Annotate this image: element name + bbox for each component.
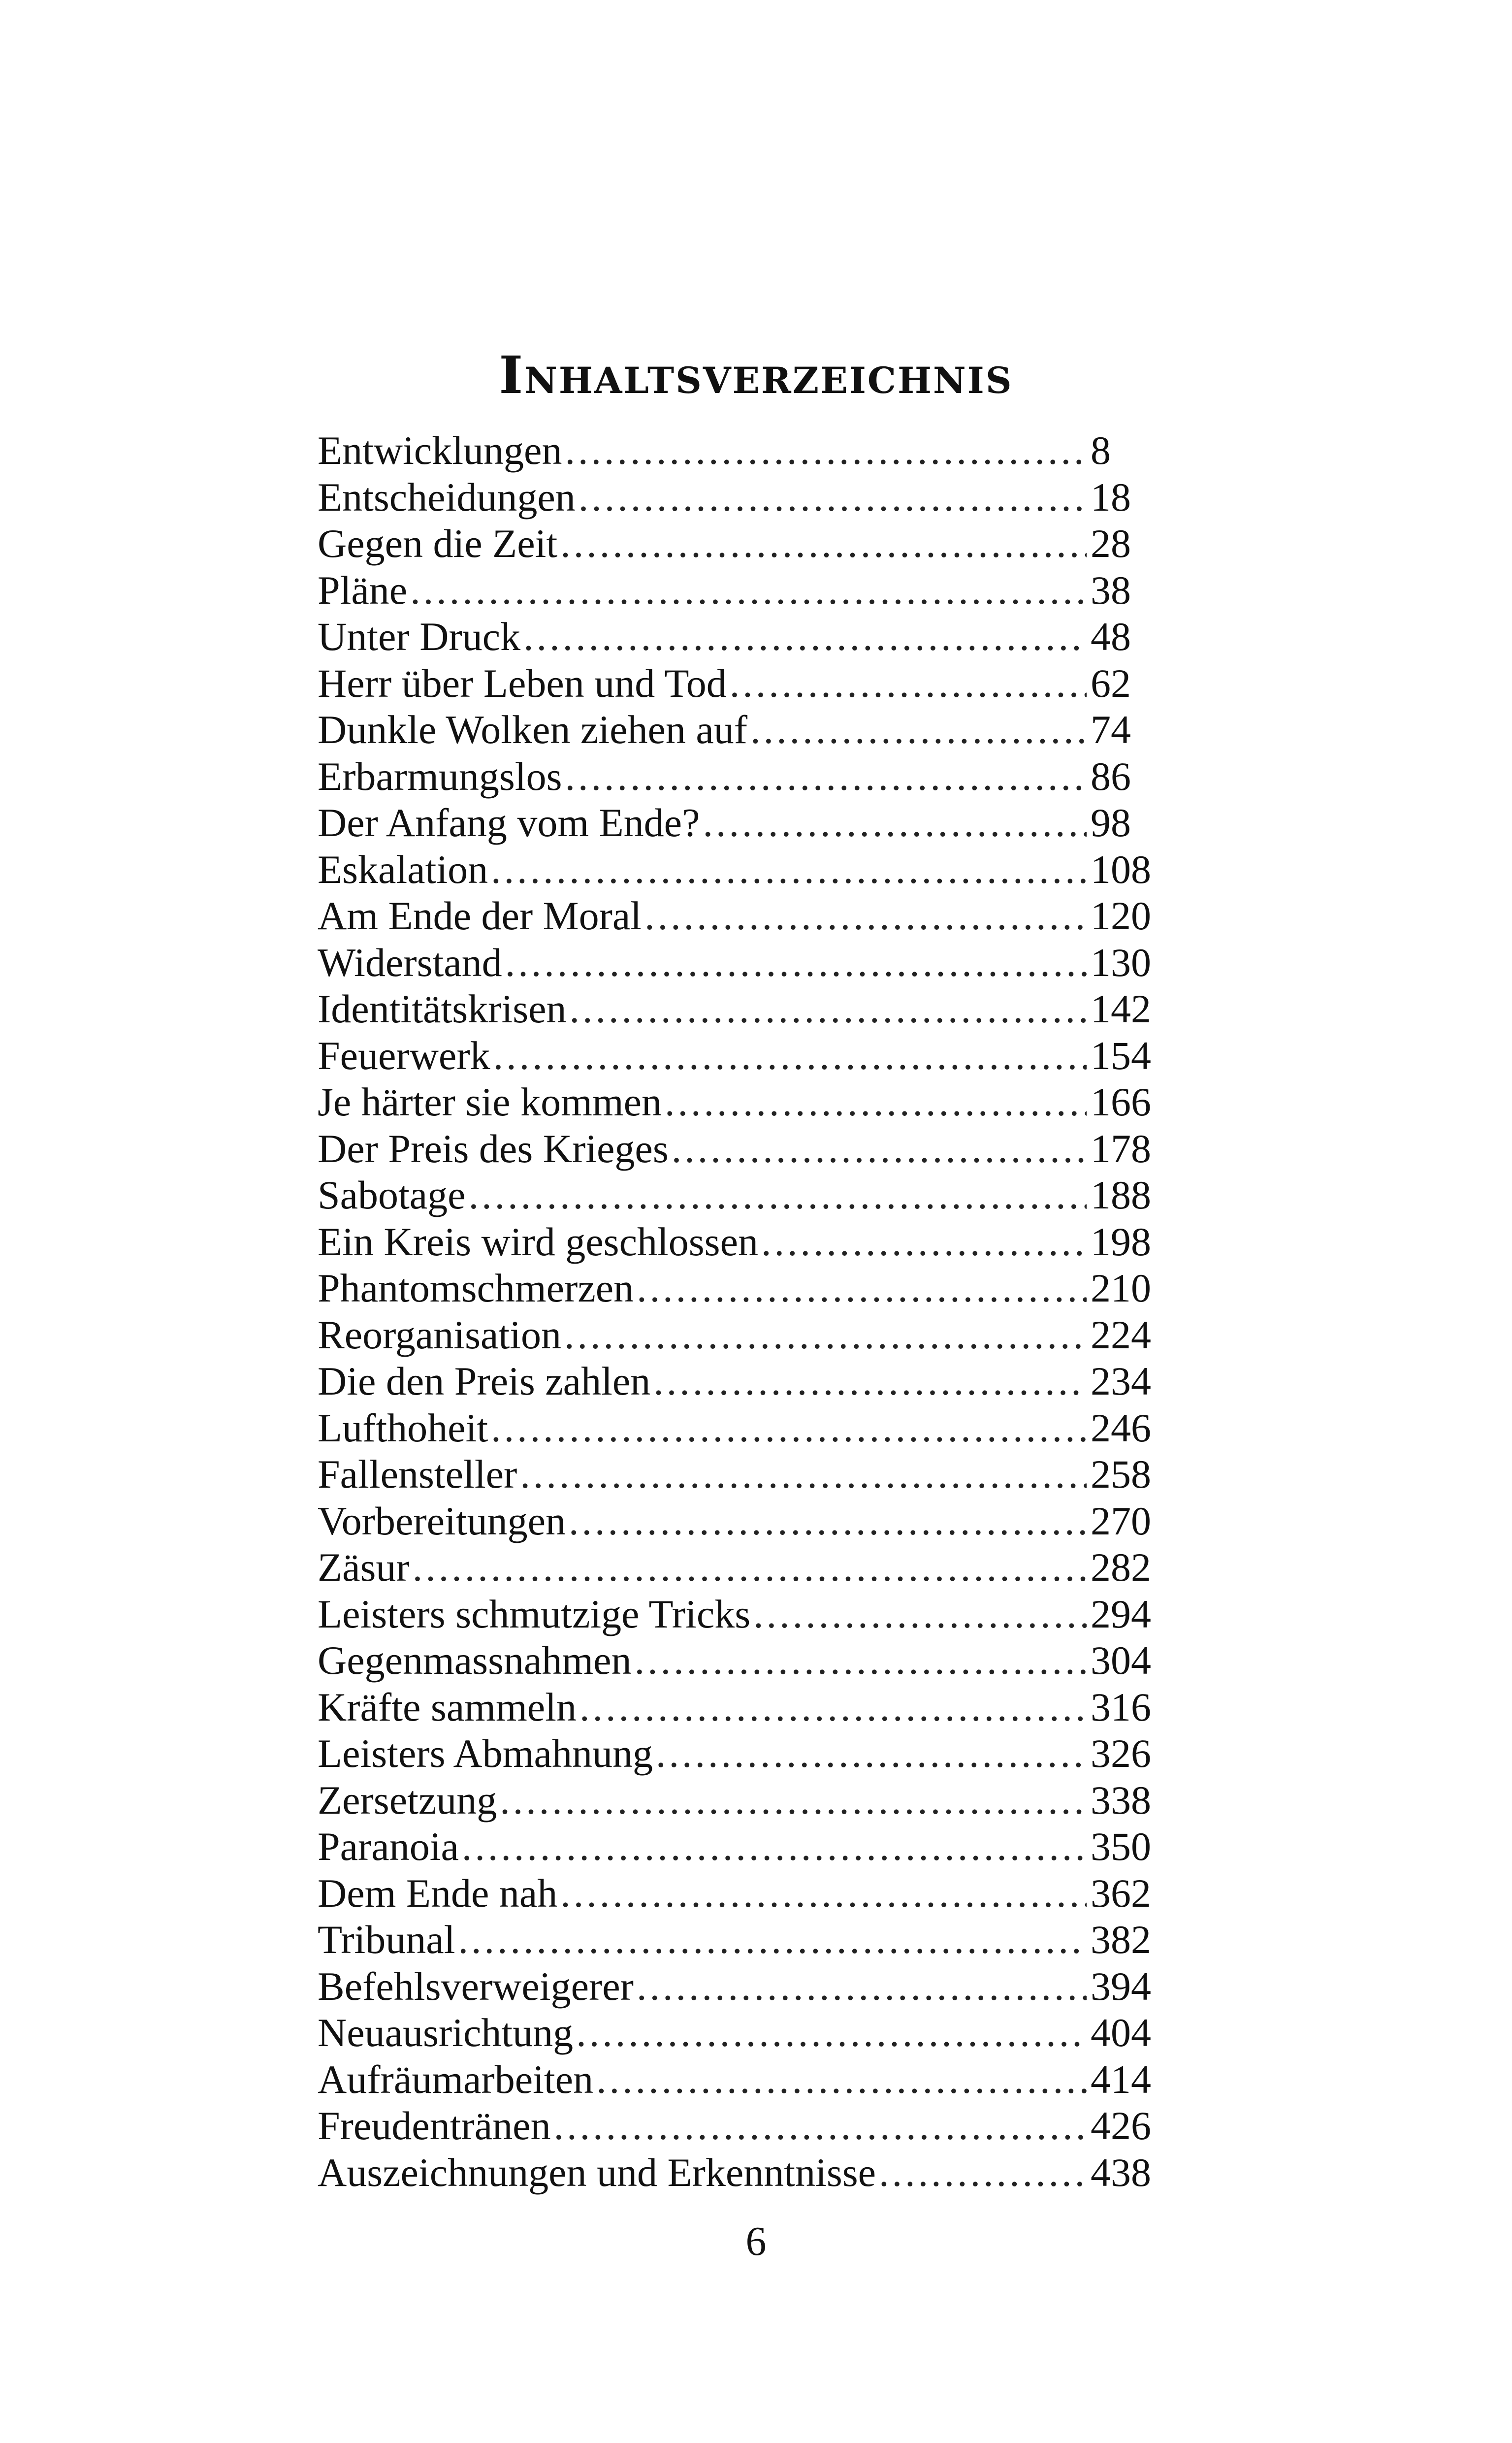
toc-entry-title: Eskalation [318,847,488,892]
toc-entry-title: Leisters schmutzige Tricks [318,1591,751,1636]
toc-entry [318,1591,1159,1638]
dot-leader [564,1312,1087,1359]
toc-entry-title: Leisters Abmahnung [318,1731,653,1776]
toc-entry-page-number: 8 [1091,428,1111,473]
toc-entry-page-number: 224 [1091,1312,1151,1357]
toc-entry-title: Am Ende der Moral [318,893,642,938]
toc-entry [318,1824,1159,1870]
toc-entry [318,1265,1159,1312]
toc-entry-title: Paranoia [318,1824,459,1869]
page-title: Inhaltsverzeichnis [499,344,1013,405]
toc-entry-title: Kräfte sammeln [318,1684,577,1729]
toc-entry-page-number: 210 [1091,1266,1151,1310]
toc-entry-page-number: 414 [1091,2056,1151,2102]
toc-entry-page-number: 282 [1091,1545,1151,1590]
toc-entry-page-number: 426 [1091,2103,1151,2148]
dot-leader [493,1033,1087,1079]
toc-entry-title: Herr über Leben und Tod [318,660,727,706]
toc-entry [318,1033,1159,1079]
toc-entry-page-number: 188 [1091,1173,1151,1217]
toc-entry-title: Aufräumarbeiten [318,2056,594,2102]
dot-leader [637,1265,1087,1312]
dot-leader [500,1777,1087,1824]
toc-entry-title: Neuausrichtung [318,2010,574,2055]
toc-entry [318,1172,1159,1219]
toc-entry-page-number: 166 [1091,1079,1151,1124]
dot-leader [753,1591,1087,1638]
toc-entry-page-number: 130 [1091,940,1151,985]
dot-leader [565,753,1087,800]
toc-entry [318,614,1159,660]
toc-entry [318,1312,1159,1359]
dot-leader [637,1963,1087,2010]
page-number: 6 [745,2218,767,2264]
toc-entry-page-number: 178 [1091,1126,1151,1171]
dot-leader [410,567,1087,614]
toc-entry-page-number: 270 [1091,1498,1151,1543]
dot-leader [565,427,1087,474]
toc-entry [318,2056,1159,2103]
toc-entry-title: Fallensteller [318,1452,517,1497]
toc-entry-title: Der Preis des Krieges [318,1126,669,1171]
toc-entry [318,1870,1159,1917]
toc-entry-title: Tribunal [318,1917,455,1962]
toc-entry-page-number: 258 [1091,1452,1151,1497]
toc-entry-title: Befehlsverweigerer [318,1963,634,2009]
dot-leader [703,800,1087,847]
toc-entry-title: Gegenmassnahmen [318,1638,632,1683]
toc-entry-page-number: 38 [1091,567,1131,613]
toc-entry [318,1498,1159,1545]
toc-entry [318,1917,1159,1963]
toc-entry-page-number: 74 [1091,707,1131,752]
toc-entry-page-number: 120 [1091,893,1151,938]
toc-entry [318,660,1159,707]
toc-entry-title: Je härter sie kommen [318,1079,662,1124]
dot-leader [750,707,1087,753]
toc-entry-page-number: 154 [1091,1033,1151,1078]
toc-entry [318,1219,1159,1266]
dot-leader [672,1126,1087,1173]
toc-entry-title: Lufthoheit [318,1405,488,1450]
dot-leader [656,1730,1087,1777]
toc-entry [318,1079,1159,1126]
dot-leader [665,1079,1087,1126]
toc-entry-page-number: 382 [1091,1917,1151,1962]
dot-leader [491,847,1087,893]
toc-entry [318,707,1159,753]
toc-entry-title: Dunkle Wolken ziehen auf [318,707,748,752]
toc-entry-page-number: 62 [1091,660,1131,706]
toc-entry-page-number: 438 [1091,2150,1151,2195]
toc-entry-title: Dem Ende nah [318,1870,558,1916]
toc-entry-title: Freudentränen [318,2103,551,2148]
dot-leader [413,1544,1087,1591]
dot-leader [469,1172,1087,1219]
toc-entry-title: Unter Druck [318,614,521,659]
dot-leader [554,2103,1087,2150]
toc-entry-page-number: 18 [1091,474,1131,520]
toc-entry-title: Erbarmungslos [318,753,562,799]
dot-leader [761,1219,1087,1266]
toc-entry-page-number: 48 [1091,614,1131,659]
toc-entry-title: Entwicklungen [318,428,562,473]
dot-leader [579,1684,1087,1731]
dot-leader [879,2150,1087,2196]
toc-entry-page-number: 304 [1091,1638,1151,1683]
toc-entry [318,427,1159,474]
toc-entry [318,1451,1159,1498]
toc-entry-page-number: 350 [1091,1824,1151,1869]
toc-entry-page-number: 338 [1091,1777,1151,1823]
toc-entry-title: Identitätskrisen [318,986,567,1031]
toc-entry-page-number: 362 [1091,1870,1151,1916]
toc-entry-page-number: 316 [1091,1684,1151,1729]
toc-entry-page-number: 294 [1091,1591,1151,1636]
toc-entry [318,893,1159,940]
toc-entry-title: Zäsur [318,1545,410,1590]
toc-entry [318,847,1159,893]
toc-entry-title: Der Anfang vom Ende? [318,800,700,845]
dot-leader [491,1405,1087,1452]
dot-leader [596,2056,1087,2103]
toc-entry [318,1684,1159,1731]
dot-leader [560,521,1087,567]
toc-entry [318,2150,1159,2196]
toc-entry-title: Gegen die Zeit [318,521,558,566]
toc-entry-page-number: 108 [1091,847,1151,892]
dot-leader [523,614,1087,660]
toc-entry-page-number: 326 [1091,1731,1151,1776]
toc-entry-page-number: 404 [1091,2010,1151,2055]
toc-entry-page-number: 28 [1091,521,1131,566]
dot-leader [579,474,1087,521]
toc-entry-title: Feuerwerk [318,1033,490,1078]
toc-entry-page-number: 142 [1091,986,1151,1031]
toc-entry-title: Phantomschmerzen [318,1266,634,1310]
toc-entry-title: Die den Preis zahlen [318,1359,651,1403]
toc-entry [318,1126,1159,1173]
dot-leader [730,660,1087,707]
toc-entry [318,1405,1159,1452]
toc-entry [318,2010,1159,2056]
toc-entry-title: Auszeichnungen und Erkenntnisse [318,2150,876,2195]
toc-entry [318,474,1159,521]
toc-entry [318,1637,1159,1684]
toc-entry [318,1358,1159,1405]
toc-entry [318,1730,1159,1777]
dot-leader [458,1917,1087,1963]
toc-entry-title: Ein Kreis wird geschlossen [318,1219,758,1264]
toc-entry-page-number: 234 [1091,1359,1151,1403]
toc-entry [318,1544,1159,1591]
toc-entry [318,940,1159,986]
table-of-contents [318,427,1159,2196]
toc-entry-page-number: 198 [1091,1219,1151,1264]
toc-entry-page-number: 246 [1091,1405,1151,1450]
dot-leader [560,1870,1087,1917]
dot-leader [569,1498,1087,1545]
toc-entry-title: Sabotage [318,1173,466,1217]
toc-entry-title: Vorbereitungen [318,1498,566,1543]
toc-entry [318,986,1159,1033]
toc-entry [318,753,1159,800]
dot-leader [505,940,1087,986]
toc-entry [318,1777,1159,1824]
dot-leader [635,1637,1087,1684]
toc-entry-title: Pläne [318,567,408,613]
toc-entry [318,1963,1159,2010]
toc-entry-title: Widerstand [318,940,502,985]
toc-entry-page-number: 86 [1091,753,1131,799]
toc-entry-title: Reorganisation [318,1312,561,1357]
toc-entry-title: Entscheidungen [318,474,576,520]
toc-entry [318,521,1159,567]
dot-leader [462,1824,1087,1870]
toc-entry [318,567,1159,614]
toc-entry-page-number: 394 [1091,1963,1151,2009]
toc-entry-title: Zersetzung [318,1777,497,1823]
dot-leader [653,1358,1087,1405]
toc-entry-page-number: 98 [1091,800,1131,845]
dot-leader [520,1451,1087,1498]
dot-leader [644,893,1087,940]
dot-leader [576,2010,1087,2056]
dot-leader [570,986,1087,1033]
toc-entry [318,2103,1159,2150]
toc-entry [318,800,1159,847]
